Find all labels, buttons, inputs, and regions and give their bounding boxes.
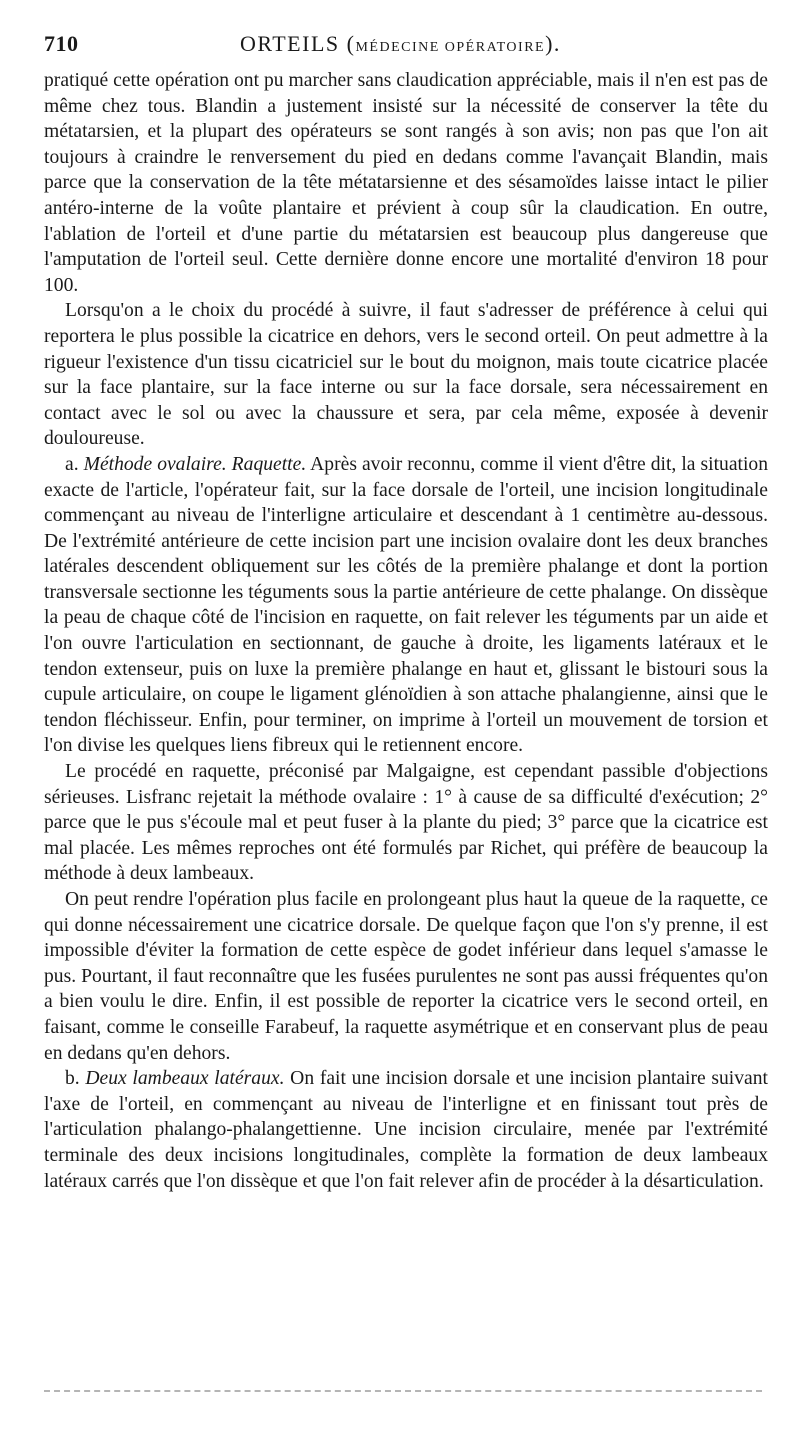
page-number: 710 bbox=[44, 31, 79, 56]
running-head-main: ORTEILS ( bbox=[240, 31, 356, 56]
running-head-subtitle: MÉDECINE OPÉRATOIRE bbox=[355, 40, 546, 55]
paragraph-body: On fait une incision dorsale et une incision plantaire suivant l'axe de l'orteil, en commençant au niveau de l'interligne et en finissant tout près de l'articulation phalango-phalangettienne. Une incision circulaire, menée par l'extrémité terminale des deux incisions longitudinales, complète la formation de deux lambeaux latéraux carrés que l'on dissèque et que l'on fait relever afin de procéder à la désarticulation. bbox=[44, 1068, 768, 1192]
paragraph: Lorsqu'on a le choix du procédé à suivre, il faut s'adresser de préférence à celui qui reportera le plus possible la cicatrice en dehors, vers le second orteil. On peut admettre à la rigueur l'existence d'un tissu cicatriciel sur le bout du moignon, mais toute cicatrice placée sur la face plantaire, sur la face interne ou sur la face dorsale, sera nécessairement en contact avec le sol ou avec la chaussure et sera, par cela même, exposée à devenir douloureuse. bbox=[44, 300, 768, 450]
running-head bbox=[240, 26, 561, 66]
section-heading: Méthode ovalaire. Raquette. bbox=[83, 453, 307, 475]
footer-rule bbox=[44, 1390, 762, 1392]
section-letter: b. bbox=[65, 1068, 86, 1090]
paragraph: Le procédé en raquette, préconisé par Malgaigne, est cependant passible d'objections sérieuses. Lisfranc rejetait la méthode ovalaire : 1° à cause de sa difficulté d'exécution; 2° parce que le pus s'écoule mal et peut fuser à la plante du pied; 3° parce que la cicatrice est mal placée. Les mêmes reproches ont été formulés par Richet, qui préfère de beaucoup la méthode à deux lambeaux. bbox=[44, 761, 768, 885]
running-head-end: ). bbox=[545, 31, 561, 56]
page-header bbox=[44, 26, 768, 62]
paragraph-deux-lambeaux bbox=[44, 1066, 768, 1194]
paragraph: On peut rendre l'opération plus facile en prolongeant plus haut la queue de la raquette, ce qui donne nécessairement une cicatrice dorsale. De quelque façon que l'on s'y prenne, il est impossible d'éviter la formation de cette espèce de godet inférieur dans lequel s'amasse le pus. Pourtant, il faut reconnaître que les fusées purulentes ne sont pas aussi fréquentes qu'on a bien voulu le dire. Enfin, il est possible de reporter la cicatrice vers le second orteil, en faisant, comme le conseille Farabeuf, la raquette asymétrique et en conservant plus de peau en dedans qu'en dehors. bbox=[44, 889, 768, 1064]
body-text bbox=[44, 68, 768, 1194]
paragraph: pratiqué cette opération ont pu marcher sans claudication appréciable, mais il n'en est pas de même chez tous. Blandin a justement insisté sur la nécessité de conserver la tête du métatarsien, et la plupart des opérateurs se sont rangés à son avis; non pas que l'on ait toujours à craindre le renversement du pied en dedans comme l'avançait Blandin, mais parce que la conservation de la tête métatarsienne et des sésamoïdes laisse intact le pilier antéro-interne de la voûte plantaire et prévient à coup sûr la claudication. En outre, l'ablation de l'orteil et d'une partie du métatarsien est beaucoup plus dangereuse que l'amputation de l'orteil seul. Cette dernière donne encore une mortalité d'environ 18 pour 100. bbox=[44, 70, 768, 296]
paragraph-body: Après avoir reconnu, comme il vient d'être dit, la situation exacte de l'article, l'opérateur fait, sur la face dorsale de l'orteil, une incision longitudinale commençant au niveau de l'interligne articulaire et descendant à 1 centimètre au-dessous. De l'extrémité antérieure de cette incision part une incision ovalaire dont les deux branches latérales descendent obliquement sur les côtés de la première phalange et dont la portion transversale sectionne les téguments sous la partie antérieure de cette phalange. On dissèque la peau de chaque côté de l'incision en raquette, on fait relever les téguments par un aide et l'on ouvre l'articulation en sectionnant, de gauche à droite, les ligaments latéraux et le tendon extenseur, puis on luxe la première phalange en haut et, glissant le bistouri sous la cupule articulaire, on coupe le ligament glénoïdien à son attache phalangienne, ainsi que le tendon fléchisseur. Enfin, pour terminer, on imprime à l'orteil un mouvement de torsion et l'on divise les quelques liens fibreux qui le retiennent encore. bbox=[44, 453, 768, 757]
paragraph-method-ovalaire bbox=[44, 452, 768, 759]
section-heading: Deux lambeaux latéraux. bbox=[85, 1068, 285, 1090]
page bbox=[44, 26, 768, 1194]
section-letter: a. bbox=[65, 453, 84, 475]
